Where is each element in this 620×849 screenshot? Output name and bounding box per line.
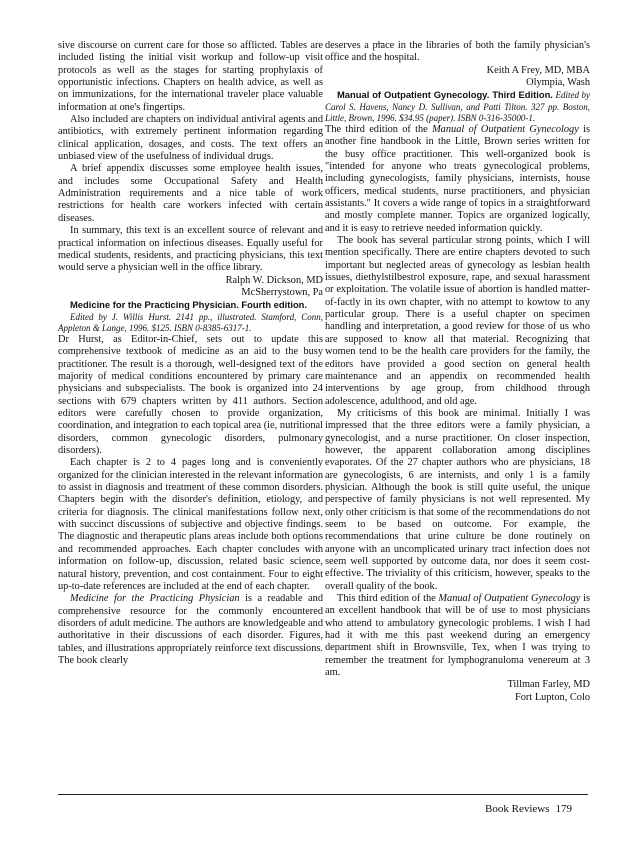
footer-rule <box>58 794 588 795</box>
paragraph-text: This third edition of the <box>337 593 439 605</box>
page-number: 179 <box>555 803 572 815</box>
left-column <box>58 40 323 667</box>
review-book-meta: Edited by Carol S. Havens, Nancy D. Sullivan, and Patti Tilton. 327 pp. Boston, Little, Brown, 1996. $34.95 (paper). ISBN 0-316-35000-1. <box>325 90 591 123</box>
footer-section-label: Book Reviews <box>485 803 550 815</box>
paragraph: Each chapter is 2 to 4 pages long and is conveniently organized for the clinician interested in the relevant information to assist in diagnosis and treatment of these common disorders. Chapters begin with the disorder's definition, etiology, and criteria for diagnosis. The clinical manifestations follow next, with succinct discussions of subjective and objective findings. The diagnostic and therapeutic plans areas include both options and recommended approaches. Each chapter concludes with information on follow-up, discussion, related basic science, natural history, prevention, and cost containment. Four to eight up-to-date references are included at the end of each chapter. <box>58 457 323 592</box>
paragraph <box>325 124 590 235</box>
reviewer-location: Fort Lupton, Colo <box>515 691 590 703</box>
paragraph: Also included are chapters on individual antiviral agents and antibiotics, with extremely pertinent information regarding clinical application, dosages, and costs. The text offers an unbiased view of the usefulness of individual drugs. <box>58 114 323 163</box>
paragraph: The book has several particular strong points, which I will mention specifically. There are entire chapters devoted to such important but neglected areas of gynecology as lesbian health issues, diethylstilbestrol exposure, rape, and sexual harassment or exploitation. The volatile issue of abortion is handled matter-of-factly in its own chapter, with no attempt to kowtow to any particular group. There is a useful chapter on specimen handling and interpretation, a good review for those of us who are supposed to know all that material. Recognizing that women tend to be the health care providers for the family, the editors have provided a good section on general health maintenance and an appendix on recommended health interventions by age group, from childhood through adolescence, adulthood, and old age. <box>325 235 590 407</box>
paragraph: sive discourse on current care for those so afflicted. Tables are included listing the initial visit workup and follow-up visit protocols as well as the stages for starting prophylaxis of opportunistic infections. Chapters on health advice, as well as on immunizations, for the international traveler place valuable information at one's fingertips. <box>58 40 323 113</box>
paragraph-text: is a readable and comprehensive resource for the commonly encountered disorders of adult medicine. The authors are knowledgeable and authoritative in their discussions of each disorder. Figures, tables, and illustrations appropriately reinforce text discussions. The book clearly <box>58 593 323 666</box>
review-book-header <box>325 89 590 124</box>
reviewer-name: Ralph W. Dickson, MD <box>225 274 323 286</box>
reviewer-location: McSherrystown, Pa <box>241 286 323 298</box>
page-footer <box>485 803 572 815</box>
paragraph: My criticisms of this book are minimal. Initially I was impressed that the three editors were a family physician, a gynecologist, and a nurse practitioner. On closer inspection, however, the apparent collaboration among disciplines evaporates. Of the 27 chapter authors who are physicians, 18 are gynecologists, 6 are internists, and only 1 is a family physician. Although the book is still quite useful, the unique perspective of family physicians is not well represented. My only other criticism is that some of the recommendations do not seem to be based on outcome. For example, the recommendations that urine culture be done routinely on anyone with an uncomplicated urinary tract infection does not seem well supported by outcome data, nor does it seem cost-effective. The triviality of this criticism, however, speaks to the overall quality of the book. <box>325 407 590 592</box>
paragraph <box>58 593 323 667</box>
reviewer-name: Keith A Frey, MD, MBA <box>486 64 590 76</box>
inline-book-title: Manual of Outpatient Gynecology <box>438 593 581 605</box>
reviewer-name: Tillman Farley, MD <box>507 679 590 691</box>
paragraph <box>325 593 590 679</box>
paragraph: In summary, this text is an excellent source of relevant and practical information on infectious diseases. Equally useful for medical students, residents, and practicing physicians, this text would serve a physician well in the office library. <box>58 225 323 274</box>
paragraph: deserves a place in the libraries of both the family physician's office and the hospital. <box>325 40 590 64</box>
review-book-meta: Edited by J. Willis Hurst. 2141 pp., illustrated. Stamford, Conn, Appleton & Lange, 1996. $125. ISBN 0-8385-6317-1. <box>58 311 323 333</box>
paragraph-text: is another fine handbook in the Little, Brown series written for the busy office practitioner. This well-organized book is "intended for anyone who treats gynecological problems, including gynecologists, family physicians, internists, house officers, medical students, nurse practitioners, and physician assistants." It covers a wide range of topics in a straightforward and mostly complete manner. Topics are organized logically, and it is easy to retrieve needed information quickly. <box>325 123 591 234</box>
reviewer-location: Olympia, Wash <box>526 77 590 89</box>
inline-book-title: Medicine for the Practicing Physician <box>70 593 240 605</box>
paragraph: A brief appendix discusses some employee health issues, and includes some Occupational Safety and Health Administration requirements and a nice table of work restrictions for health care workers infected with certain diseases. <box>58 163 323 224</box>
paragraph-text: The third edition of the <box>325 123 433 135</box>
inline-book-title: Manual of Outpatient Gynecology <box>432 123 579 135</box>
review-book-title: Medicine for the Practicing Physician. Fourth edition. <box>70 299 308 311</box>
paragraph-text: is an excellent handbook that will be of use to most physicians who attend to ambulatory gynecologic problems. I wish I had had it with me this past weekend during an emergency department shift in Brownsville, Tex, when I was trying to remember the treatment for lymphogranuloma venereum at 3 am. <box>325 593 590 679</box>
paragraph: Dr Hurst, as Editor-in-Chief, sets out to update this comprehensive textbook of medicine as an aid to the busy practitioner. The result is a thorough, well-designed text of the majority of medical conditions encountered by primary care physicians and subspecialists. The book is organized into 24 sections with 679 chapters written by 411 authors. Section editors were carefully chosen to provide organization, coordination, and integration to each topical area (ie, nutritional disorders, common gynecologic disorders, pulmonary disorders). <box>58 333 323 457</box>
right-column <box>325 40 590 704</box>
review-book-title: Manual of Outpatient Gynecology. Third Edition. <box>337 89 553 101</box>
